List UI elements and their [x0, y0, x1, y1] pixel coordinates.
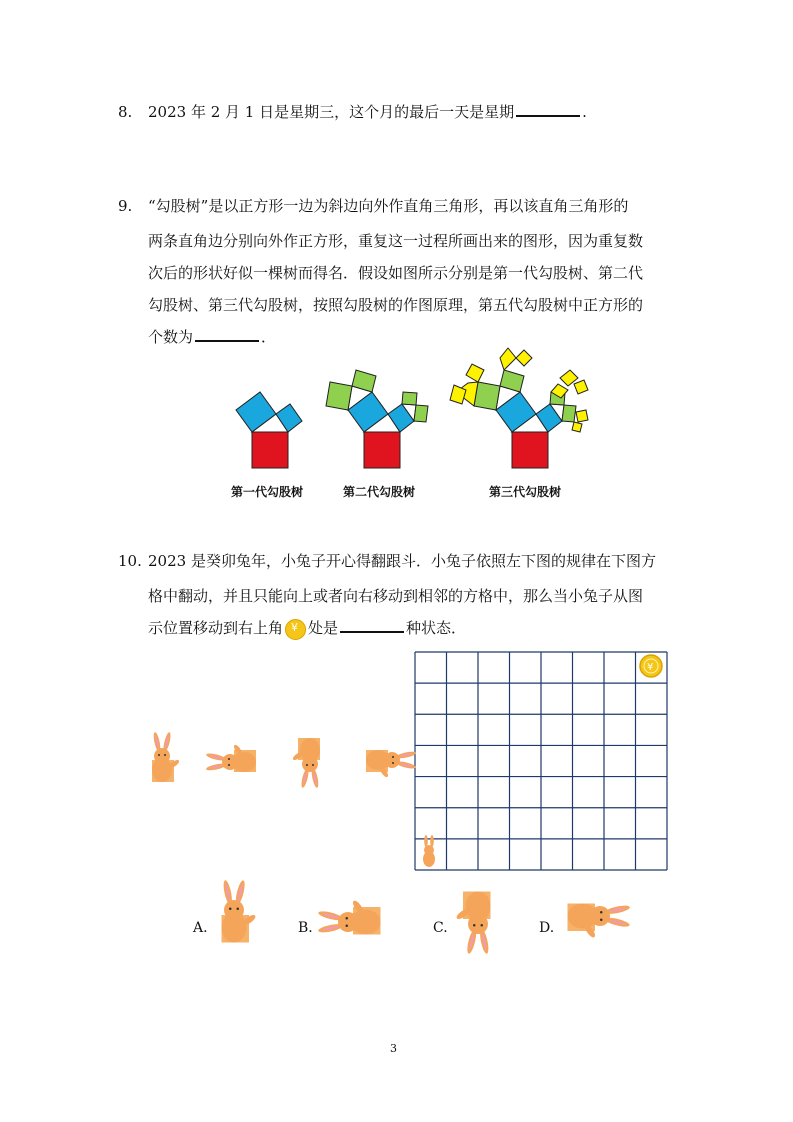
question-text: 个数为: [148, 328, 194, 346]
leaf-square: [474, 382, 500, 410]
svg-text:¥: ¥: [647, 662, 654, 673]
question-line: 两条直角边分别向外作正方形，重复这一过程所画出来的图形，因为重复数: [148, 232, 644, 250]
question-text: 2023 年 2 月 1 日是星期三，这个月的最后一天是星期: [148, 103, 515, 121]
question-line: 次后的形状好似一棵树而得名．假设如图所示分别是第一代勾股树、第二代: [148, 264, 644, 282]
rabbit-start-icon: [423, 835, 435, 867]
tree-label-gen-2: 第二代勾股树: [343, 485, 416, 499]
question-text-end: ．: [261, 328, 277, 346]
question-number: 10.: [118, 552, 142, 570]
options-figure: [200, 870, 650, 960]
yellow-square: [574, 380, 588, 394]
yellow-square: [572, 422, 582, 432]
rabbit-rotated-right-icon: [366, 750, 416, 778]
leaf-square: [562, 405, 576, 422]
question-number: 9.: [118, 197, 133, 215]
tree-label-gen-1: 第一代勾股树: [231, 485, 304, 499]
rabbit-upright-icon: [152, 732, 180, 782]
question-text-end: .: [582, 103, 587, 121]
page-number: 3: [390, 1042, 397, 1055]
tree-label-gen-3: 第三代勾股树: [489, 485, 562, 499]
question-line: 格中翻动，并且只能向上或者向右移动到相邻的方格中，那么当小兔子从图: [148, 587, 644, 605]
movement-grid: [413, 650, 669, 872]
option-b-rabbit-icon: [318, 899, 381, 934]
rabbit-pattern-figure: [140, 720, 420, 800]
option-a-rabbit-icon: [222, 880, 257, 943]
option-d-label[interactable]: D.: [539, 920, 555, 936]
question-10-line-1: [118, 545, 656, 577]
question-text-end: 种状态．: [406, 619, 467, 637]
option-b-label[interactable]: B.: [298, 920, 313, 936]
rabbit-rotated-left-icon: [206, 744, 256, 772]
tree-gen-3: [450, 348, 588, 468]
option-c-label[interactable]: C.: [433, 920, 448, 936]
question-text: 处是: [308, 619, 339, 637]
leaf-square: [414, 405, 428, 422]
trunk-square: [364, 432, 400, 468]
option-c-rabbit-icon: [455, 892, 490, 955]
coin-icon: [640, 655, 662, 677]
question-last-line: [148, 617, 466, 640]
yellow-square: [500, 348, 516, 370]
question-text: 示位置移动到右上角: [148, 619, 284, 637]
trunk-square: [512, 432, 548, 468]
answer-blank[interactable]: [340, 617, 404, 633]
yellow-square: [576, 410, 588, 422]
tree-gen-1: [236, 392, 302, 468]
leaf-square: [402, 392, 417, 405]
question-number: 8.: [118, 103, 133, 121]
yellow-square: [516, 350, 532, 366]
yellow-square: [466, 364, 484, 382]
leaf-square: [326, 382, 352, 410]
tree-gen-2: [326, 370, 428, 468]
coin-icon: [285, 619, 306, 640]
pythagoras-trees-figure: [0, 0, 793, 520]
question-line: 勾股树、第三代勾股树，按照勾股树的作图原理，第五代勾股树中正方形的: [148, 296, 644, 314]
option-a-label[interactable]: A.: [193, 920, 208, 936]
question-line: 2023 是癸卯兔年，小兔子开心得翻跟斗．小兔子依照左下图的规律在下图方: [148, 552, 656, 570]
trunk-square: [252, 432, 288, 468]
question-line: “勾股树”是以正方形一边为斜边向外作直角三角形，再以该直角三角形的: [148, 197, 629, 215]
rabbit-upside-down-icon: [292, 738, 320, 788]
option-d-rabbit-icon: [568, 904, 631, 939]
